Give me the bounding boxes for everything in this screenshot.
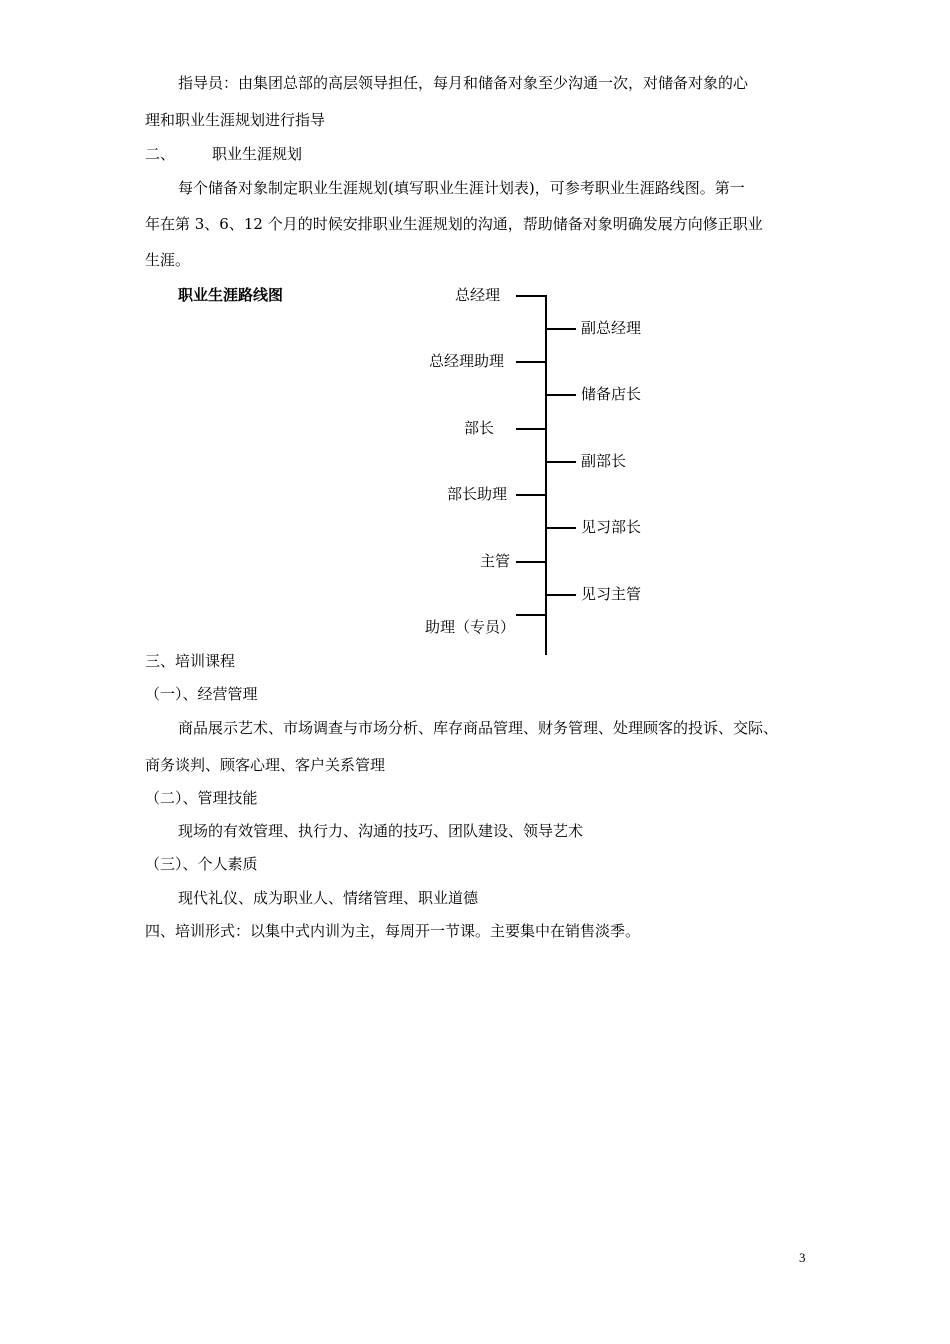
roadmap-left-0: 总经理 — [455, 286, 501, 304]
roadmap-connector — [546, 461, 576, 463]
para2-line2: 年在第 3、6、12 个月的时候安排职业生涯规划的沟通，帮助储备对象明确发展方向修正职业 — [145, 215, 763, 233]
roadmap-right-3: 见习部长 — [581, 518, 642, 536]
roadmap-connector — [516, 614, 546, 616]
section3-title: 三、培训课程 — [145, 652, 236, 670]
roadmap-right-1: 储备店长 — [581, 385, 642, 403]
roadmap-title: 职业生涯路线图 — [178, 286, 284, 304]
section3-sub1: （一）、经营管理 — [145, 685, 258, 703]
section3-sub2: （二）、管理技能 — [145, 789, 258, 807]
section3-sub3: （三）、个人素质 — [145, 855, 258, 873]
roadmap-connector — [516, 561, 546, 563]
section2-number: 二、 — [145, 145, 176, 163]
roadmap-connector — [546, 328, 576, 330]
section3-sub2-text: 现场的有效管理、执行力、沟通的技巧、团队建设、领导艺术 — [178, 822, 584, 840]
section3-sub1-text-line2: 商务谈判、顾客心理、客户关系管理 — [145, 756, 386, 774]
para1-line2: 理和职业生涯规划进行指导 — [145, 111, 326, 129]
roadmap-left-4: 主管 — [480, 552, 511, 570]
roadmap-connector — [516, 295, 546, 297]
roadmap-left-3: 部长助理 — [447, 485, 508, 503]
roadmap-left-1: 总经理助理 — [429, 352, 505, 370]
section4-text: 四、培训形式：以集中式内训为主，每周开一节课。主要集中在销售淡季。 — [145, 922, 641, 940]
roadmap-connector — [516, 494, 546, 496]
roadmap-left-2: 部长 — [464, 419, 495, 437]
roadmap-right-4: 见习主管 — [581, 585, 642, 603]
roadmap-left-5: 助理（专员） — [425, 618, 516, 636]
page-number: 3 — [799, 1250, 806, 1265]
roadmap-connector — [546, 527, 576, 529]
section3-sub1-text-line1: 商品展示艺术、市场调查与市场分析、库存商品管理、财务管理、处理顾客的投诉、交际、 — [178, 719, 779, 737]
roadmap-connector — [516, 428, 546, 430]
roadmap-right-0: 副总经理 — [581, 319, 642, 337]
roadmap-spine — [545, 295, 547, 655]
section3-sub3-text: 现代礼仪、成为职业人、情绪管理、职业道德 — [178, 889, 479, 907]
roadmap-connector — [546, 394, 576, 396]
roadmap-connector — [546, 594, 576, 596]
para1-line1: 指导员：由集团总部的高层领导担任，每月和储备对象至少沟通一次，对储备对象的心 — [178, 74, 749, 92]
section2-title: 职业生涯规划 — [212, 145, 303, 163]
para2-line3: 生涯。 — [145, 251, 191, 269]
roadmap-right-2: 副部长 — [581, 452, 627, 470]
roadmap-connector — [516, 361, 546, 363]
para2-line1: 每个储备对象制定职业生涯规划(填写职业生涯计划表)，可参考职业生涯路线图。第一 — [178, 179, 745, 197]
